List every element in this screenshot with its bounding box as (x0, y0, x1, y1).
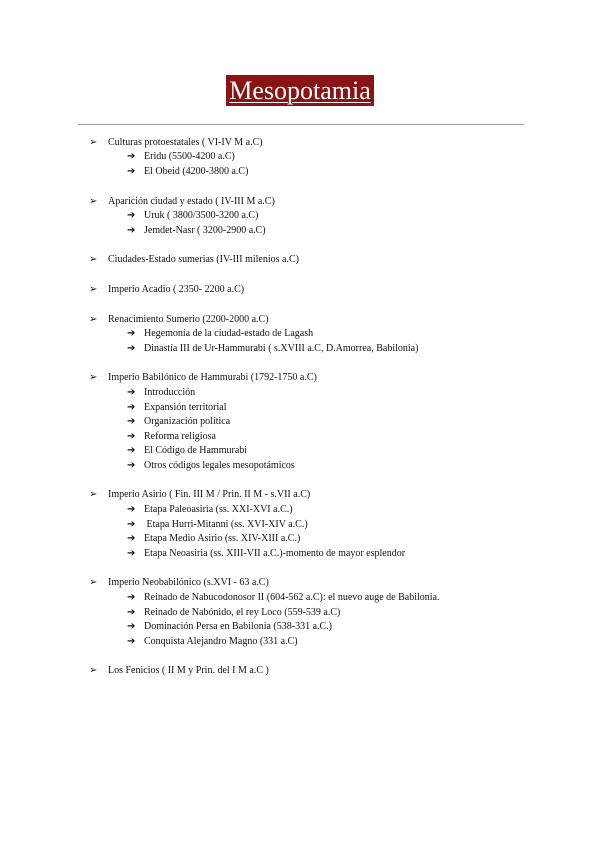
list-item (89, 223, 589, 238)
arrow-right-icon: ➔ (127, 547, 136, 559)
divider (78, 124, 524, 125)
arrow-right-icon: ➔ (127, 210, 136, 222)
section-heading-text: Renacimiento Sumerio (2200-2000 a.C) (108, 313, 269, 325)
list-item (89, 150, 589, 165)
list-item-text: Uruk ( 3800/3500-3200 a.C) (144, 210, 259, 222)
arrowhead-bullet-icon: ➢ (89, 254, 98, 266)
list-item-text: Organización política (144, 416, 231, 428)
list-item (89, 208, 589, 223)
outline-section (89, 312, 589, 356)
section-heading (89, 253, 589, 268)
arrow-right-icon: ➔ (127, 328, 136, 340)
outline-section (89, 253, 589, 268)
list-item (89, 546, 589, 561)
list-item-text: Etapa Neoasiria (ss. XIII-VII a.C.)-momento de mayor esplendor (144, 547, 406, 559)
arrow-right-icon: ➔ (127, 165, 136, 177)
list-item-text: Reinado de Nabónido, el rey Loco (559-539 a.C) (144, 606, 341, 618)
list-item (89, 458, 589, 473)
arrowhead-bullet-icon: ➢ (89, 577, 98, 589)
arrow-right-icon: ➔ (127, 342, 136, 354)
list-item (89, 326, 589, 341)
list-item (89, 634, 589, 649)
list-item-text: Reinado de Nabucodonosor II (604-562 a.C): el nuevo auge de Babilonia. (144, 592, 440, 604)
outline-section (89, 282, 589, 297)
arrow-right-icon: ➔ (127, 459, 136, 471)
arrowhead-bullet-icon: ➢ (89, 489, 98, 501)
list-item (89, 341, 589, 356)
arrow-right-icon: ➔ (127, 635, 136, 647)
list-item-text: Dominación Persa en Babilonia (538-331 a.C.) (144, 621, 333, 633)
arrow-right-icon: ➔ (127, 430, 136, 442)
arrow-right-icon: ➔ (127, 151, 136, 163)
arrowhead-bullet-icon: ➢ (89, 372, 98, 384)
arrow-right-icon: ➔ (127, 401, 136, 413)
list-item-text: Eridu (5500-4200 a.C) (144, 151, 235, 163)
list-item (89, 605, 589, 620)
section-heading (89, 371, 589, 386)
arrow-right-icon: ➔ (127, 416, 136, 428)
arrow-right-icon: ➔ (127, 592, 136, 604)
list-item-text: Etapa Medio Asirio (ss. XIV-XIII a.C.) (144, 533, 301, 545)
list-item-text: El Obeid (4200-3800 a.C) (144, 165, 249, 177)
arrow-right-icon: ➔ (127, 445, 136, 457)
list-item-text: Conquista Alejandro Magno (331 a.C) (144, 635, 298, 647)
section-heading (89, 488, 589, 503)
arrow-right-icon: ➔ (127, 224, 136, 236)
outline-section (89, 194, 589, 238)
arrowhead-bullet-icon: ➢ (89, 283, 98, 295)
arrowhead-bullet-icon: ➢ (89, 313, 98, 325)
section-heading-text: Imperio Babilónico de Hammurabi (1792-1750 a.C) (108, 372, 317, 384)
section-heading-text: Los Fenicios ( II M y Prin. del I M a.C ) (108, 665, 269, 677)
page-title: Mesopotamia (226, 75, 374, 106)
list-item-text: Hegemonía de la ciudad-estado de Lagash (144, 328, 314, 340)
list-item-text: Dinastía III de Ur-Hammurabi ( s.XVIII a.C, D.Amorrea, Babilonia) (144, 342, 419, 354)
section-heading (89, 312, 589, 327)
list-item (89, 619, 589, 634)
section-heading-text: Culturas protoestatales ( VI-IV M a.C) (108, 136, 263, 148)
section-heading (89, 135, 589, 150)
list-item-text: Introducción (144, 386, 196, 398)
arrow-right-icon: ➔ (127, 518, 136, 530)
list-item (89, 502, 589, 517)
outline-section (89, 488, 589, 561)
outline-section (89, 576, 589, 649)
arrow-right-icon: ➔ (127, 621, 136, 633)
list-item-text: Otros códigos legales mesopotámicos (144, 459, 295, 471)
list-item (89, 414, 589, 429)
arrow-right-icon: ➔ (127, 386, 136, 398)
arrowhead-bullet-icon: ➢ (89, 136, 98, 148)
list-item-text: Jemdet-Nasr ( 3200-2900 a.C) (144, 224, 266, 236)
arrow-right-icon: ➔ (127, 606, 136, 618)
arrowhead-bullet-icon: ➢ (89, 195, 98, 207)
section-heading (89, 194, 589, 209)
list-item (89, 385, 589, 400)
section-heading (89, 576, 589, 591)
section-heading-text: Imperio Asirio ( Fin. III M / Prin. II M - s.VII a.C) (108, 489, 311, 501)
arrow-right-icon: ➔ (127, 533, 136, 545)
list-item (89, 164, 589, 179)
section-heading-text: Imperio Neobabilónico (s.XVI - 63 a.C) (108, 577, 269, 589)
list-item (89, 429, 589, 444)
section-heading (89, 664, 589, 679)
section-heading-text: Ciudades-Estado sumerias (IV-III milenios a.C) (108, 254, 299, 266)
section-heading-text: Imperio Acadio ( 2350- 2200 a.C) (108, 283, 245, 295)
section-heading (89, 282, 589, 297)
outline-section (89, 371, 589, 473)
list-item-text: El Código de Hammurabi (144, 445, 248, 457)
list-item-text: Reforma religiosa (144, 430, 216, 442)
list-item-text: Etapa Hurri-Mitanni (ss. XVI-XIV a.C.) (144, 518, 308, 530)
outline-section (89, 664, 589, 679)
list-item (89, 400, 589, 415)
list-item (89, 517, 589, 532)
list-item (89, 590, 589, 605)
list-item (89, 444, 589, 459)
list-item (89, 531, 589, 546)
arrow-right-icon: ➔ (127, 504, 136, 516)
section-heading-text: Aparición ciudad y estado ( IV-III M a.C) (108, 195, 275, 207)
list-item-text: Expansión territorial (144, 401, 227, 413)
outline-list (89, 135, 589, 693)
title-container (0, 75, 600, 106)
arrowhead-bullet-icon: ➢ (89, 665, 98, 677)
list-item-text: Etapa Paleoasiria (ss. XXI-XVI a.C.) (144, 504, 293, 516)
outline-section (89, 135, 589, 179)
